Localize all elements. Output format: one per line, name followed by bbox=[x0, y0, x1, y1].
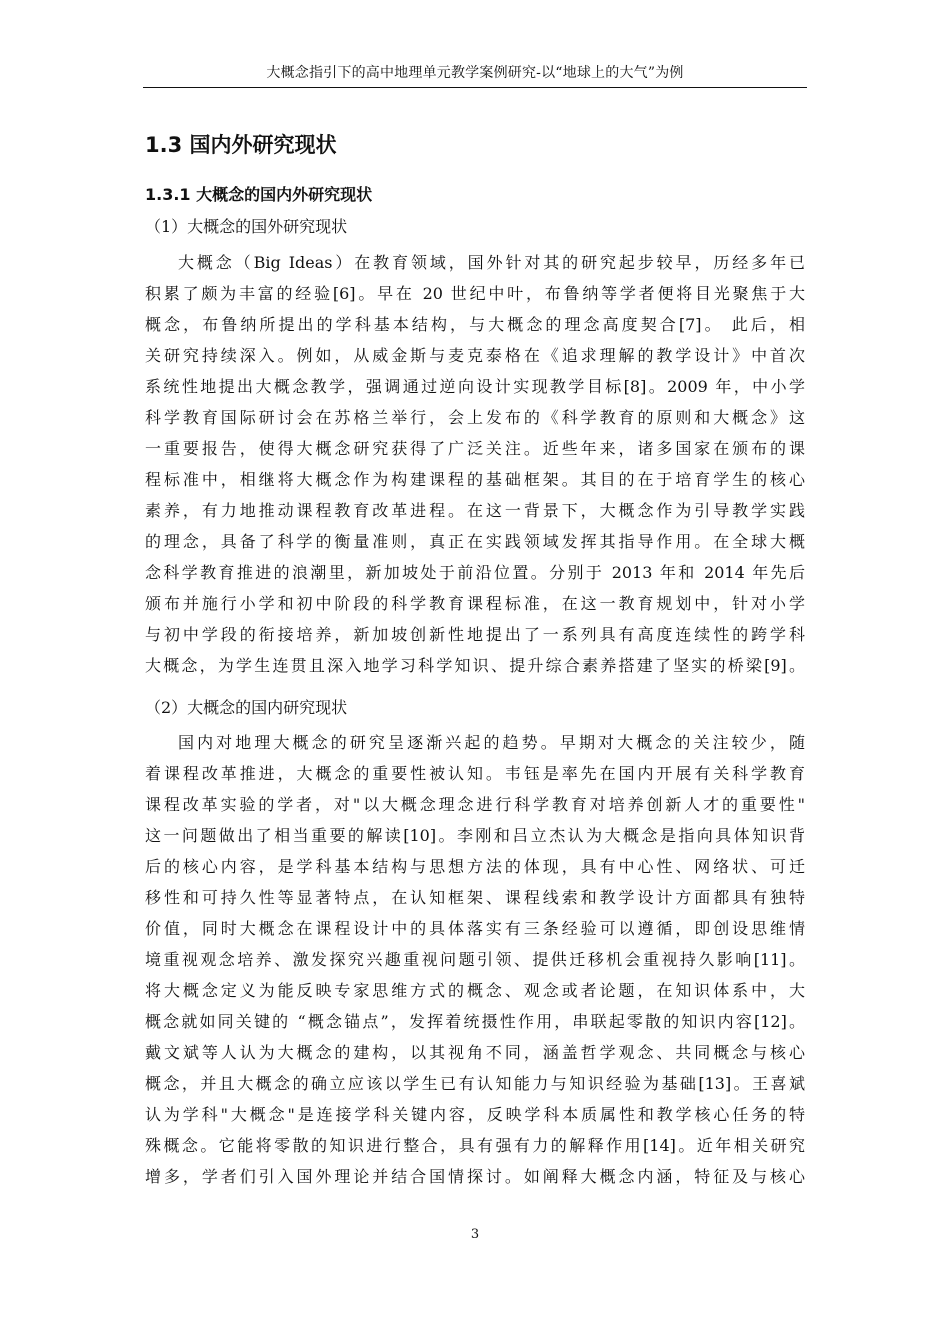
body-line: 课程改革实验的学者，对"以大概念理念进行科学教育对培养创新人才的重要性" bbox=[145, 795, 805, 814]
body-line: 境重视观念培养、激发探究兴趣重视问题引领、提供迁移机会重视持久影响[11]。 bbox=[145, 950, 805, 969]
body-line: 殊概念。它能将零散的知识进行整合，具有强有力的解释作用[14]。近年相关研究 bbox=[145, 1136, 805, 1155]
body-line: 着课程改革推进，大概念的重要性被认知。韦钰是率先在国内开展有关科学教育 bbox=[145, 764, 805, 783]
body-line: 认为学科"大概念"是连接学科关键内容，反映学科本质属性和教学核心任务的特 bbox=[145, 1105, 805, 1124]
body-line: 国内对地理大概念的研究呈逐渐兴起的趋势。早期对大概念的关注较少，随 bbox=[178, 733, 805, 752]
body-line: 素养，有力地推动课程教育改革进程。在这一背景下，大概念作为引导教学实践 bbox=[145, 501, 805, 520]
part1-body bbox=[145, 247, 805, 681]
body-line: 增多，学者们引入国外理论并结合国情探讨。如阐释大概念内涵，特征及与核心 bbox=[145, 1167, 805, 1186]
part2-heading: （2）大概念的国内研究现状 bbox=[145, 698, 348, 717]
body-line: 移性和可持久性等显著特点，在认知框架、课程线索和教学设计方面都具有独特 bbox=[145, 888, 805, 907]
part1-heading: （1）大概念的国外研究现状 bbox=[145, 217, 348, 236]
body-line: 系统性地提出大概念教学，强调通过逆向设计实现教学目标[8]。2009 年，中小学 bbox=[145, 377, 805, 396]
body-line: 概念，并且大概念的确立应该以学生已有认知能力与知识经验为基础[13]。王喜斌 bbox=[145, 1074, 805, 1093]
header-rule bbox=[143, 87, 807, 88]
body-line: 概念，布鲁纳所提出的学科基本结构，与大概念的理念高度契合[7]。 此后，相 bbox=[145, 315, 805, 334]
body-line: 将大概念定义为能反映专家思维方式的概念、观念或者论题，在知识体系中，大 bbox=[145, 981, 805, 1000]
body-line: 价值，同时大概念在课程设计中的具体落实有三条经验可以遵循，即创设思维情 bbox=[145, 919, 805, 938]
body-line: 积累了颇为丰富的经验[6]。早在 20 世纪中叶，布鲁纳等学者便将目光聚焦于大 bbox=[145, 284, 805, 303]
body-line: 关研究持续深入。例如，从威金斯与麦克泰格在《追求理解的教学设计》中首次 bbox=[145, 346, 805, 365]
page-number: 3 bbox=[470, 1227, 480, 1242]
body-line: 大概念，为学生连贯且深入地学习科学知识、提升综合素养搭建了坚实的桥梁[9]。 bbox=[145, 656, 805, 675]
body-line: 程标准中，相继将大概念作为构建课程的基础框架。其目的在于培育学生的核心 bbox=[145, 470, 805, 489]
body-line: 戴文斌等人认为大概念的建构，以其视角不同，涵盖哲学观念、共同概念与核心 bbox=[145, 1043, 805, 1062]
running-header: 大概念指引下的高中地理单元教学案例研究-以“地球上的大气”为例 bbox=[266, 65, 684, 81]
subsection-title: 1.3.1 大概念的国内外研究现状 bbox=[145, 185, 373, 204]
body-line: 后的核心内容，是学科基本结构与思想方法的体现，具有中心性、网络状、可迁 bbox=[145, 857, 805, 876]
body-line: 与初中学段的衔接培养，新加坡创新性地提出了一系列具有高度连续性的跨学科 bbox=[145, 625, 805, 644]
body-line: 大概念（Big Ideas）在教育领域，国外针对其的研究起步较早，历经多年已 bbox=[178, 253, 805, 272]
section-title: 1.3 国内外研究现状 bbox=[145, 133, 337, 157]
body-line: 这一问题做出了相当重要的解读[10]。李刚和吕立杰认为大概念是指向具体知识背 bbox=[145, 826, 805, 845]
body-line: 颁布并施行小学和初中阶段的科学教育课程标准，在这一教育规划中，针对小学 bbox=[145, 594, 805, 613]
body-line: 概念就如同关键的 “概念锚点”，发挥着统摄性作用，串联起零散的知识内容[12]。 bbox=[145, 1012, 805, 1031]
body-line: 一重要报告，使得大概念研究获得了广泛关注。近些年来，诸多国家在颁布的课 bbox=[145, 439, 805, 458]
body-line: 的理念，具备了科学的衡量准则，真正在实践领域发挥其指导作用。在全球大概 bbox=[145, 532, 805, 551]
body-line: 科学教育国际研讨会在苏格兰举行，会上发布的《科学教育的原则和大概念》这 bbox=[145, 408, 805, 427]
part2-body bbox=[145, 727, 805, 1192]
body-line: 念科学教育推进的浪潮里，新加坡处于前沿位置。分别于 2013 年和 2014 年先后 bbox=[145, 563, 805, 582]
